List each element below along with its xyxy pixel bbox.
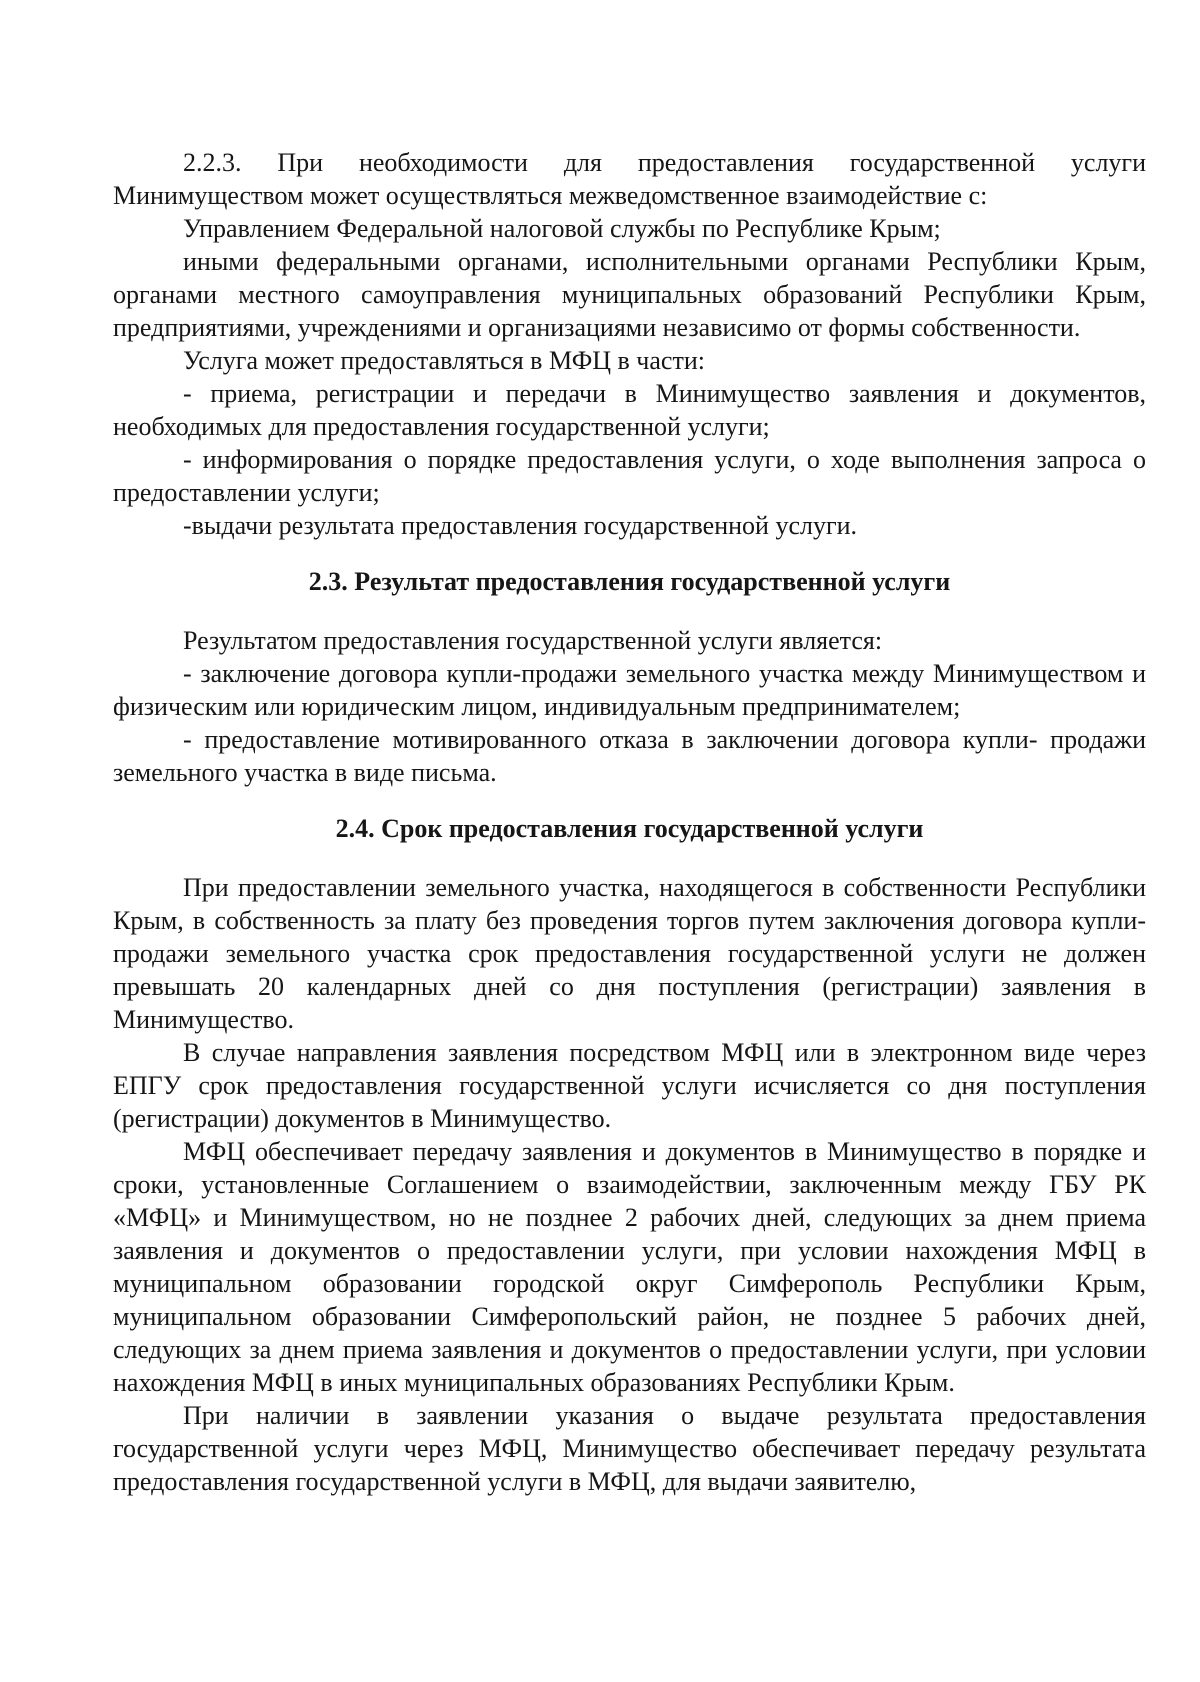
paragraph-other-bodies: иными федеральными органами, исполнительными органами Республики Крым, органами местного самоуправления муниципальных образований Республики Крым, предприятиями, учреждениями и организациями независимо от формы собственности. [113,247,1146,342]
paragraph-result-intro: Результатом предоставления государственной услуги является: [183,626,883,655]
paragraph-result-refusal: - предоставление мотивированного отказа в заключении договора купли- продажи земельного участка в виде письма. [113,725,1146,787]
paragraph-mfc-informing: - информирования о порядке предоставления услуги, о ходе выполнения запроса о предоставлении услуги; [113,445,1146,507]
paragraph-result-contract: - заключение договора купли-продажи земельного участка между Минимуществом и физическим или юридическим лицом, индивидуальным предпринимателем; [113,659,1146,721]
paragraph-term-mfc-epgu: В случае направления заявления посредством МФЦ или в электронном виде через ЕПГУ срок предоставления государственной услуги исчисляется со дня поступления (регистрации) документов в Минимущество. [113,1038,1146,1133]
paragraph-term-20-days: При предоставлении земельного участка, находящегося в собственности Республики Крым, в собственность за плату без проведения торгов путем заключения договора купли-продажи земельного участка срок предоставления государственной услуги не должен превышать 20 календарных дней со дня поступления (регистрации) заявления в Минимущество. [113,873,1146,1034]
heading-2-3: 2.3. Результат предоставления государственной услуги [308,567,951,596]
paragraph-mfc-scope: Услуга может предоставляться в МФЦ в части: [183,346,705,375]
paragraph-mfc-transfer: МФЦ обеспечивает передачу заявления и документов в Минимущество в порядке и сроки, установленные Соглашением о взаимодействии, заключенным между ГБУ РК «МФЦ» и Минимуществом, но не позднее 2 рабочих дней, следующих за днем приема заявления и документов о предоставлении услуги, при условии нахождения МФЦ в муниципальном образовании городской округ Симферополь Республики Крым, муниципальном образовании Симферопольский район, не позднее 5 рабочих дней, следующих за днем приема заявления и документов о предоставлении услуги, при условии нахождения МФЦ в иных муниципальных образованиях Республики Крым. [113,1137,1146,1397]
document-body [113,146,1146,1498]
paragraph-mfc-reception: - приема, регистрации и передачи в Минимущество заявления и документов, необходимых для предоставления государственной услуги; [113,379,1146,441]
heading-2-4: 2.4. Срок предоставления государственной услуги [335,814,924,843]
paragraph-mfc-issuing: -выдачи результата предоставления государственной услуги. [183,511,858,540]
paragraph-result-via-mfc: При наличии в заявлении указания о выдаче результата предоставления государственной услуги через МФЦ, Минимущество обеспечивает передачу результата предоставления государственной услуги в МФЦ, для выдачи заявителю, [113,1401,1146,1496]
paragraph-fns: Управлением Федеральной налоговой службы по Республике Крым; [183,214,941,243]
paragraph-2-2-3-intro: 2.2.3. При необходимости для предоставления государственной услуги Минимуществом может осуществляться межведомственное взаимодействие с: [113,148,1146,210]
